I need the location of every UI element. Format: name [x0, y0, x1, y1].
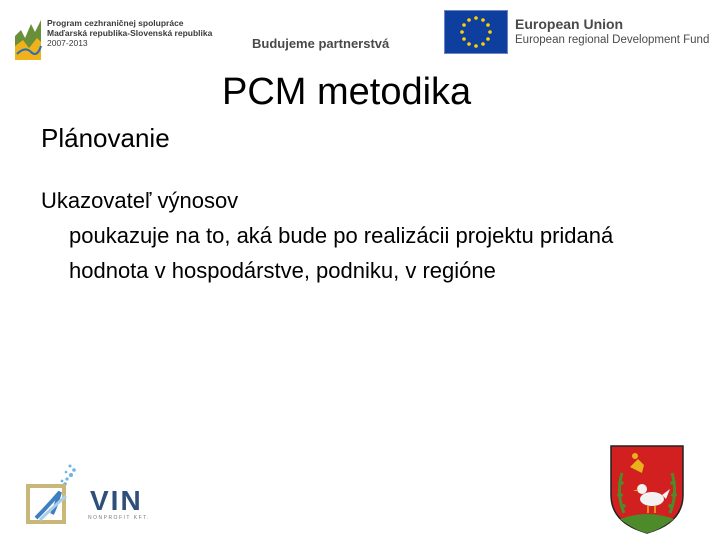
program-line-2: Maďarská republika-Slovenská republika	[47, 28, 213, 38]
indicator-definition: poukazuje na to, aká bude po realizácii projektu pridaná hodnota v hospodárstve, podniku, v regióne	[69, 223, 614, 283]
program-logo-icon	[13, 16, 45, 62]
indicator-term: Ukazovateľ výnosov	[41, 188, 239, 213]
vin-logo-icon	[22, 462, 90, 530]
program-line-1: Program cezhraničnej spolupráce	[47, 18, 184, 28]
coat-of-arms-icon	[608, 443, 686, 535]
program-years: 2007-2013	[47, 38, 88, 48]
slogan-text: Budujeme partnerstvá	[252, 36, 390, 51]
eu-subtitle: European regional Development Fund	[515, 34, 710, 46]
eu-label	[515, 15, 709, 47]
section-heading: Plánovanie	[41, 123, 170, 153]
eu-title: European Union	[515, 16, 624, 32]
eu-flag-icon	[444, 10, 508, 54]
header-logos	[0, 0, 720, 68]
program-logo	[13, 16, 213, 62]
vin-logo-name: VIN	[90, 485, 143, 516]
vin-logo-tagline: NONPROFIT KFT.	[88, 515, 151, 521]
page-title: PCM metodika	[222, 71, 472, 113]
vin-logo	[22, 462, 151, 530]
slide-content	[41, 183, 701, 288]
